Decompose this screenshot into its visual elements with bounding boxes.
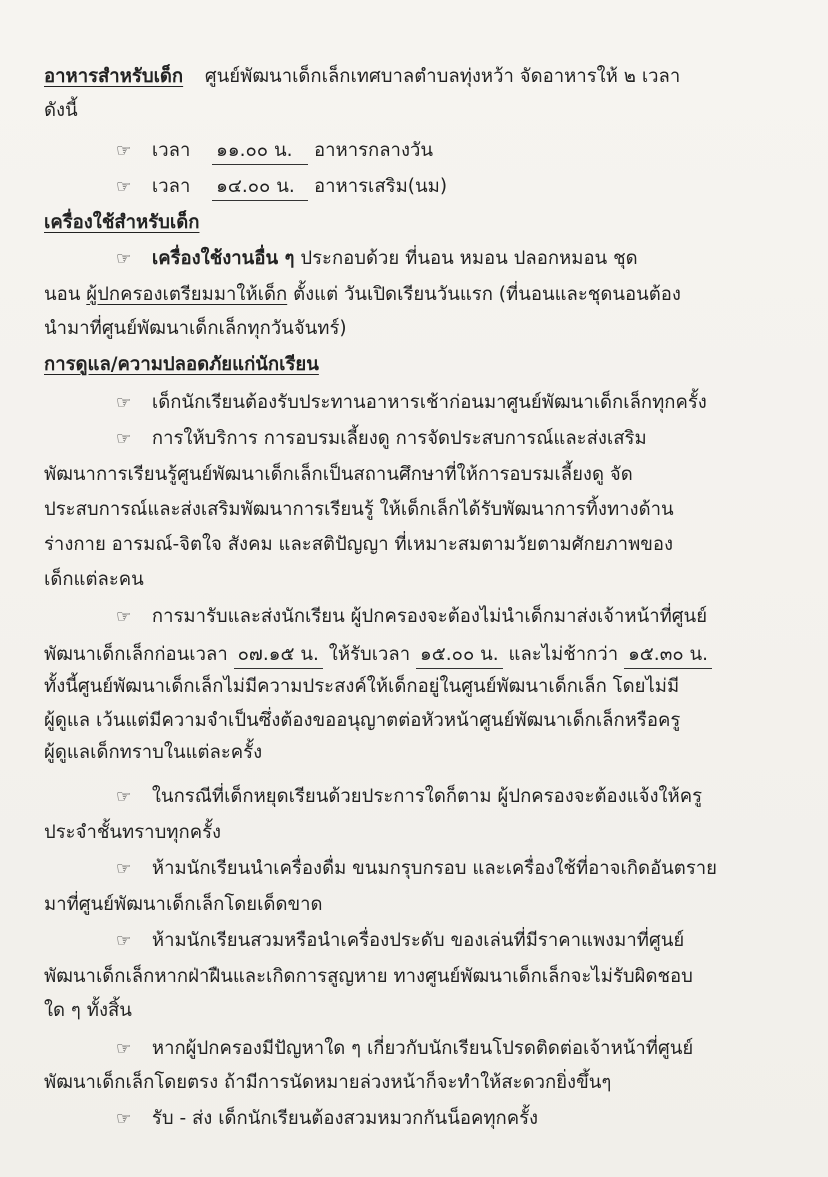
safety-text: พัฒนาเด็กเล็กโดยตรง ถ้ามีการนัดหมายล่วงหน้าก็จะทำให้สะดวกยิ่งขึ้นๆ [44, 1072, 612, 1093]
pickup-time: ๑๕.๐๐ น. [416, 642, 503, 669]
food-line-2 [44, 96, 78, 126]
pointing-hand-icon: ☞ [116, 1039, 132, 1059]
safety-p3-2 [44, 640, 712, 670]
safety-text: เด็กแต่ละคน [44, 569, 144, 590]
supplies-heading-line [44, 208, 199, 238]
safety-text: ผู้ดูแล เว้นแต่มีความจำเป็นซึ่งต้องขออนุญาตต่อหัวหน้าศูนย์พัฒนาเด็กเล็กหรือครู [44, 710, 681, 731]
food-item-label: เวลา [151, 140, 191, 161]
safety-text: เด็กนักเรียนต้องรับประทานอาหารเช้าก่อนมาศูนย์พัฒนาเด็กเล็กทุกครั้ง [151, 392, 707, 413]
pointing-hand-icon: ☞ [116, 931, 132, 951]
safety-text: ในกรณีที่เด็กหยุดเรียนด้วยประการใดก็ตาม ผู้ปกครองจะต้องแจ้งให้ครู [151, 786, 703, 807]
safety-p3-1 [116, 602, 707, 632]
safety-text: การมารับและส่งนักเรียน ผู้ปกครองจะต้องไม่นำเด็กมาส่งเจ้าหน้าที่ศูนย์ [151, 606, 708, 627]
safety-text: และไม่ช้ากว่า [508, 644, 619, 665]
safety-p4-2 [44, 818, 221, 848]
supplies-line-2 [44, 280, 681, 310]
pointing-hand-icon: ☞ [116, 393, 132, 413]
safety-text: พัฒนาเด็กเล็กหากฝ่าฝืนและเกิดการสูญหาย ทางศูนย์พัฒนาเด็กเล็กจะไม่รับผิดชอบ [44, 966, 693, 987]
safety-p7-1 [116, 1034, 693, 1064]
safety-p1 [116, 388, 707, 418]
pointing-hand-icon: ☞ [116, 607, 132, 627]
food-item-time: ๑๑.๐๐ น. [212, 138, 308, 165]
safety-p2-4 [44, 530, 673, 560]
food-item-desc: อาหารกลางวัน [314, 140, 434, 161]
safety-text: พัฒนาเด็กเล็กก่อนเวลา [44, 644, 228, 665]
food-item-time: ๑๔.๐๐ น. [212, 174, 308, 201]
food-intro-2: ดังนี้ [44, 100, 78, 121]
safety-text: ผู้ดูแลเด็กทราบในแต่ละครั้ง [44, 742, 263, 763]
supplies-text: นำมาที่ศูนย์พัฒนาเด็กเล็กทุกวันจันทร์) [44, 318, 347, 339]
food-line-1 [44, 62, 680, 92]
pointing-hand-icon: ☞ [116, 859, 132, 879]
safety-text: ห้ามนักเรียนนำเครื่องดื่ม ขนมกรุบกรอบ และเครื่องใช้ที่อาจเกิดอันตราย [151, 858, 717, 879]
safety-p3-5 [44, 738, 262, 768]
supplies-line-3 [44, 314, 347, 344]
supplies-text: นอน [44, 284, 87, 305]
safety-text: การให้บริการ การอบรมเลี้ยงดู การจัดประสบการณ์และส่งเสริม [151, 428, 647, 449]
food-item-label: เวลา [151, 176, 191, 197]
latest-pickup-time: ๑๕.๓๐ น. [624, 642, 712, 669]
safety-text: ให้รับเวลา [328, 644, 411, 665]
safety-p2-5 [44, 565, 144, 595]
safety-text: ทั้งนี้ศูนย์พัฒนาเด็กเล็กไม่มีความประสงค์ให้เด็กอยู่ในศูนย์พัฒนาเด็กเล็ก โดยไม่มี [44, 676, 680, 697]
safety-p5-2 [44, 890, 323, 920]
safety-text: ประจำชั้นทราบทุกครั้ง [44, 822, 222, 843]
supplies-heading: เครื่องใช้สำหรับเด็ก [44, 212, 200, 233]
pointing-hand-icon: ☞ [116, 249, 132, 269]
safety-text: พัฒนาการเรียนรู้ศูนย์พัฒนาเด็กเล็กเป็นสถานศึกษาที่ให้การอบรมเลี้ยงดู จัด [44, 464, 633, 485]
safety-p5-1 [116, 854, 717, 884]
safety-p4-1 [116, 782, 702, 812]
pointing-hand-icon: ☞ [116, 787, 132, 807]
pointing-hand-icon: ☞ [116, 429, 132, 449]
safety-heading-line [44, 350, 319, 380]
food-intro-1: ศูนย์พัฒนาเด็กเล็กเทศบาลตำบลทุ่งหว้า จัดอาหารให้ ๒ เวลา [204, 66, 681, 87]
safety-p8-1 [116, 1104, 538, 1134]
safety-p2-1 [116, 424, 647, 454]
supplies-text: ตั้งแต่ วันเปิดเรียนวันแรก (ที่นอนและชุดนอนต้อง [293, 284, 681, 305]
safety-p2-2 [44, 460, 633, 490]
safety-text: รับ - ส่ง เด็กนักเรียนต้องสวมหมวกกันน็อคทุกครั้ง [151, 1108, 539, 1129]
food-item-1 [116, 136, 433, 166]
pointing-hand-icon: ☞ [116, 141, 132, 161]
pointing-hand-icon: ☞ [116, 1109, 132, 1129]
safety-heading: การดูแล/ความปลอดภัยแก่นักเรียน [44, 354, 319, 375]
safety-p2-3 [44, 495, 674, 525]
safety-p6-1 [116, 926, 684, 956]
safety-text: มาที่ศูนย์พัฒนาเด็กเล็กโดยเด็ดขาด [44, 894, 323, 915]
supplies-line-1 [116, 244, 638, 274]
food-heading: อาหารสำหรับเด็ก [44, 66, 184, 87]
supplies-item-bold: เครื่องใช้งานอื่น ๆ [151, 248, 295, 269]
food-item-desc: อาหารเสริม(นม) [314, 176, 448, 197]
safety-text: ใด ๆ ทั้งสิ้น [44, 1000, 132, 1021]
safety-p6-3 [44, 996, 132, 1026]
safety-p7-2 [44, 1068, 611, 1098]
safety-p6-2 [44, 962, 693, 992]
supplies-item-rest: ประกอบด้วย ที่นอน หมอน ปลอกหมอน ชุด [300, 248, 638, 269]
dropoff-time: ๐๗.๑๕ น. [234, 642, 323, 669]
safety-text: ประสบการณ์และส่งเสริมพัฒนาการเรียนรู้ ให้เด็กเล็กได้รับพัฒนาการทิ้งทางด้าน [44, 499, 674, 520]
food-item-2 [116, 172, 447, 202]
safety-text: ร่างกาย อารมณ์-จิตใจ สังคม และสติปัญญา ที่เหมาะสมตามวัยตามศักยภาพของ [44, 534, 674, 555]
safety-text: หากผู้ปกครองมีปัญหาใด ๆ เกี่ยวกับนักเรียนโปรดติดต่อเจ้าหน้าที่ศูนย์ [151, 1038, 694, 1059]
pointing-hand-icon: ☞ [116, 177, 132, 197]
safety-p3-3 [44, 672, 679, 702]
supplies-underlined-text: ผู้ปกครองเตรียมมาให้เด็ก [86, 284, 288, 305]
safety-p3-4 [44, 706, 680, 736]
safety-text: ห้ามนักเรียนสวมหรือนำเครื่องประดับ ของเล่นที่มีราคาแพงมาที่ศูนย์ [151, 930, 685, 951]
